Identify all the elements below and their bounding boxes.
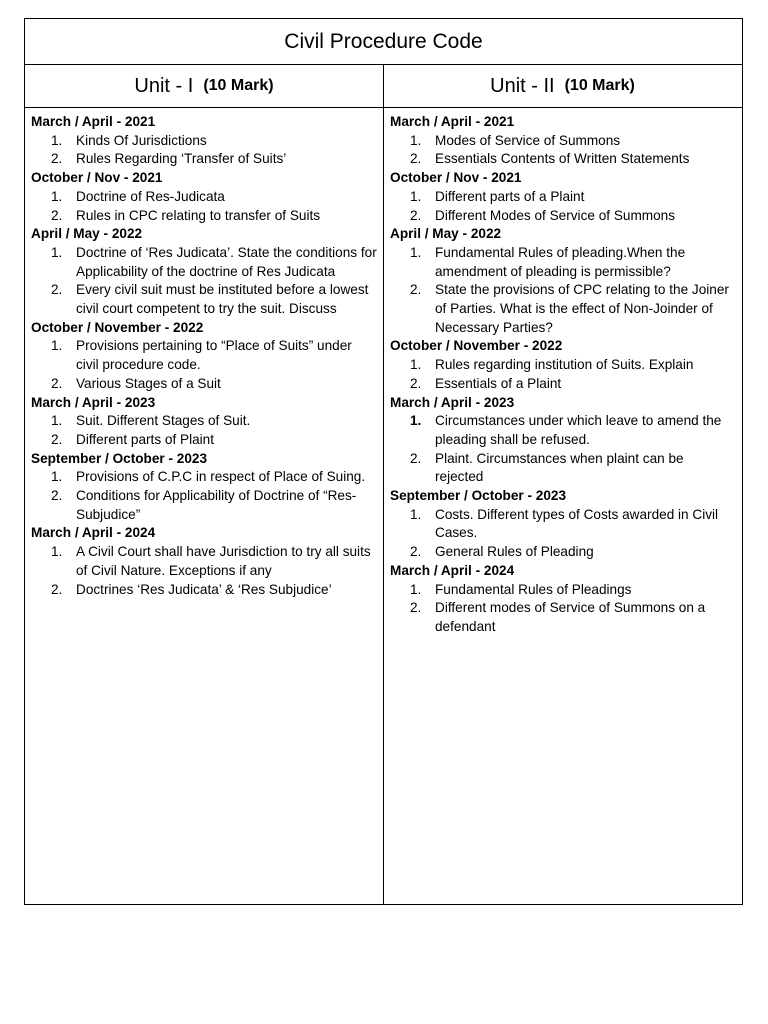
session-title: March / April - 2023 (31, 394, 156, 410)
unit-2-marks: (10 Mark) (564, 77, 635, 94)
question-list (31, 244, 377, 319)
unit-2-header (384, 65, 741, 107)
question-item (31, 337, 377, 374)
question-number: 2. (51, 581, 63, 597)
question-number: 2. (51, 488, 63, 504)
question-text: State the provisions of CPC relating to the Joiner of Parties. What is the effect of Non-Joinder of Necessary Parties? (435, 282, 729, 335)
question-text: A Civil Court shall have Jurisdiction to try all suits of Civil Nature. Exceptions if any (76, 544, 371, 578)
question-text: Provisions pertaining to “Place of Suits” under civil procedure code. (76, 338, 352, 373)
question-text: Fundamental Rules of Pleadings (435, 581, 632, 597)
question-number: 1. (410, 413, 422, 429)
question-number: 1. (51, 469, 63, 485)
question-number: 2. (410, 450, 422, 466)
question-text: Conditions for Applicability of Doctrine of “Res-Subjudice” (76, 488, 357, 522)
question-text: Doctrine of Res-Judicata (76, 188, 225, 204)
question-number: 1. (410, 132, 422, 148)
session-title: March / April - 2024 (390, 562, 515, 578)
question-number: 2. (51, 431, 63, 447)
question-text: Doctrine of ‘Res Judicata’. State the conditions for Applicability of the doctrine of Res Judicata (76, 244, 377, 279)
question-number: 1. (51, 413, 63, 429)
question-text: Suit. Different Stages of Suit. (76, 413, 251, 429)
question-item (31, 188, 377, 207)
question-item (31, 431, 377, 450)
question-list (390, 188, 735, 225)
question-item (31, 281, 377, 318)
question-number: 2. (51, 282, 63, 298)
question-item (31, 412, 377, 431)
question-number: 1. (410, 581, 422, 597)
question-item (31, 468, 377, 487)
question-number: 1. (51, 132, 63, 148)
session-title: October / November - 2022 (31, 319, 204, 335)
session-block (31, 524, 377, 599)
question-text: Rules regarding institution of Suits. Explain (435, 357, 694, 373)
unit-2-name: Unit - II (490, 74, 555, 97)
session-title: March / April - 2023 (390, 394, 515, 410)
session-block (390, 562, 735, 637)
session-block (390, 225, 735, 337)
question-number: 2. (410, 282, 422, 298)
question-text: Rules Regarding ‘Transfer of Suits’ (76, 151, 287, 167)
question-item (390, 132, 735, 151)
question-item (390, 599, 735, 636)
question-number: 2. (51, 375, 63, 391)
question-text: Plaint. Circumstances when plaint can be rejected (435, 450, 684, 485)
question-number: 1. (51, 244, 63, 260)
question-list (31, 188, 377, 225)
question-text: Provisions of C.P.C in respect of Place of Suing. (76, 469, 366, 485)
question-number: 1. (410, 506, 422, 522)
question-item (390, 207, 735, 226)
question-text: Different parts of Plaint (76, 431, 215, 447)
question-list (31, 412, 377, 449)
question-item (31, 244, 377, 281)
session-block (31, 113, 377, 169)
question-text: Different parts of a Plaint (435, 188, 585, 204)
question-item (390, 506, 735, 543)
session-block (390, 394, 735, 488)
question-text: Doctrines ‘Res Judicata’ & ‘Res Subjudice’ (76, 581, 332, 597)
session-title: April / May - 2022 (31, 226, 143, 242)
session-block (390, 113, 735, 169)
unit-2-questions-column (384, 108, 741, 904)
question-item (31, 207, 377, 226)
unit-header-row (25, 65, 742, 108)
question-list (390, 244, 735, 338)
question-text: Circumstances under which leave to amend the pleading shall be refused. (435, 413, 722, 447)
question-number: 2. (410, 600, 422, 616)
question-list (31, 132, 377, 169)
question-list (390, 412, 735, 487)
session-title: April / May - 2022 (390, 226, 502, 242)
session-block (390, 169, 735, 225)
session-block (31, 225, 377, 319)
session-title: March / April - 2024 (31, 525, 156, 541)
session-title: March / April - 2021 (390, 114, 515, 129)
question-list (390, 356, 735, 393)
question-number: 2. (51, 151, 63, 167)
session-block (390, 337, 735, 393)
question-number: 2. (410, 375, 422, 391)
question-text: Fundamental Rules of pleading.When the amendment of pleading is permissible? (435, 244, 686, 279)
question-item (390, 375, 735, 394)
question-number: 1. (410, 244, 422, 260)
unit-1-name: Unit - I (134, 74, 194, 97)
question-text: Various Stages of a Suit (76, 375, 221, 391)
question-number: 1. (51, 544, 63, 560)
question-list (31, 337, 377, 393)
question-item (31, 132, 377, 151)
session-block (31, 394, 377, 450)
question-text: Costs. Different types of Costs awarded in Civil Cases. (435, 506, 719, 541)
session-title: September / October - 2023 (390, 488, 567, 504)
question-text: Essentials of a Plaint (435, 375, 562, 391)
session-block (31, 450, 377, 525)
session-title: October / Nov - 2021 (390, 170, 522, 186)
question-list (390, 132, 735, 169)
syllabus-table (24, 18, 743, 905)
question-list (390, 581, 735, 637)
question-text: Rules in CPC relating to transfer of Suits (76, 207, 321, 223)
question-number: 1. (51, 188, 63, 204)
question-item (390, 581, 735, 600)
question-number: 2. (51, 207, 63, 223)
unit-1-header (25, 65, 384, 107)
unit-1-questions-column (25, 108, 384, 904)
question-item (390, 244, 735, 281)
question-item (390, 188, 735, 207)
session-block (31, 169, 377, 225)
question-text: Modes of Service of Summons (435, 132, 621, 148)
session-block (390, 487, 735, 562)
question-number: 1. (51, 338, 63, 354)
question-list (31, 543, 377, 599)
session-title: September / October - 2023 (31, 450, 208, 466)
question-number: 2. (410, 207, 422, 223)
question-text: Different modes of Service of Summons on a defendant (435, 600, 706, 634)
session-title: March / April - 2021 (31, 114, 156, 129)
questions-row (25, 108, 742, 904)
question-number: 1. (410, 188, 422, 204)
session-title: October / Nov - 2021 (31, 170, 163, 186)
question-text: Kinds Of Jurisdictions (76, 132, 207, 148)
unit-1-marks: (10 Mark) (203, 77, 274, 94)
question-text: Different Modes of Service of Summons (435, 207, 676, 223)
question-item (390, 412, 735, 449)
question-item (390, 150, 735, 169)
question-item (31, 543, 377, 580)
question-list (31, 468, 377, 524)
question-list (390, 506, 735, 562)
question-number: 1. (410, 357, 422, 373)
question-text: Every civil suit must be instituted before a lowest civil court competent to try the suit. Discuss (76, 282, 369, 317)
table-title-row (25, 19, 742, 65)
session-title: October / November - 2022 (390, 338, 563, 354)
question-item (31, 150, 377, 169)
question-item (390, 356, 735, 375)
question-text: Essentials Contents of Written Statements (435, 151, 690, 167)
question-item (31, 581, 377, 600)
question-number: 2. (410, 544, 422, 560)
document-title: Civil Procedure Code (284, 29, 483, 53)
question-item (31, 375, 377, 394)
question-item (31, 487, 377, 524)
question-item (390, 281, 735, 337)
question-item (390, 450, 735, 487)
question-number: 2. (410, 151, 422, 167)
question-text: General Rules of Pleading (435, 544, 594, 560)
session-block (31, 319, 377, 394)
question-item (390, 543, 735, 562)
